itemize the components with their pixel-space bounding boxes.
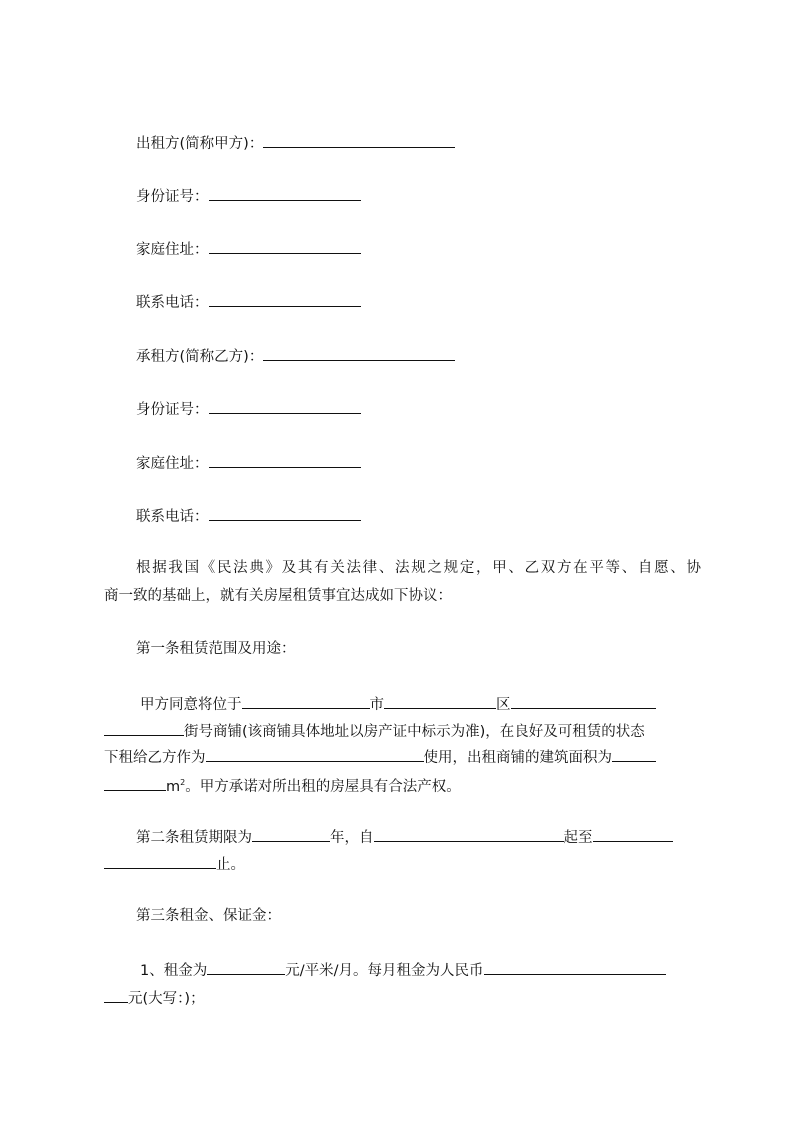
lessee-phone-row	[136, 505, 361, 527]
article1-text-street: 街号商铺(该商铺具体地址以房产证中标示为准)，在良好及可租赁的状态	[184, 724, 645, 740]
lessor-name-row	[136, 132, 455, 154]
article3-item1-line-2	[104, 987, 205, 1009]
article2-blank-years[interactable]	[252, 826, 330, 842]
lessee-address-label: 家庭住址：	[136, 456, 209, 472]
lessee-address-row	[136, 452, 361, 474]
article2-line-1	[136, 826, 673, 848]
article2-text-4: 止。	[216, 857, 245, 873]
article1-text-unit: m	[166, 778, 181, 795]
lessee-id-blank[interactable]	[209, 398, 361, 414]
lessee-name-blank[interactable]	[263, 345, 455, 361]
article1-blank-location[interactable]	[242, 693, 370, 709]
preamble-line-1	[136, 558, 701, 578]
lessor-name-blank[interactable]	[263, 132, 455, 148]
lessee-address-blank[interactable]	[209, 452, 361, 468]
lessee-name-row	[136, 345, 455, 367]
preamble-text-1: 根据我国《民法典》及其有关法律、法规之规定，甲、乙双方在平等、自愿、协	[136, 560, 701, 576]
article2-blank-start[interactable]	[374, 826, 564, 842]
article2-text-1: 第二条租赁期限为	[136, 830, 252, 846]
article3-item1-text-2: 元/平米/月。每月租金为人民币	[285, 963, 484, 979]
lessor-title: 出租方(简称甲方)：	[136, 136, 264, 152]
lessee-phone-label: 联系电话：	[136, 509, 209, 525]
article1-blank-purpose[interactable]	[206, 746, 424, 762]
lessor-phone-blank[interactable]	[209, 291, 361, 307]
article1-line-3	[104, 746, 656, 768]
article3-blank-amount-2[interactable]	[104, 987, 128, 1003]
lessor-address-label: 家庭住址：	[136, 242, 209, 258]
article1-text-purpose: 下租给乙方作为	[104, 750, 206, 766]
lessor-id-row	[136, 185, 361, 207]
lessee-title: 承租方(简称乙方)：	[136, 349, 264, 365]
lessor-id-blank[interactable]	[209, 185, 361, 201]
lessor-phone-row	[136, 291, 361, 313]
lessor-address-blank[interactable]	[209, 238, 361, 254]
lessor-phone-label: 联系电话：	[136, 295, 209, 311]
article3-item1-line-1	[140, 959, 666, 981]
article2-text-2: 年，自	[330, 830, 374, 846]
preamble-line-2	[104, 586, 452, 606]
article1-blank-area-2[interactable]	[104, 775, 166, 791]
article3-heading	[136, 906, 281, 926]
article2-blank-end-1[interactable]	[593, 826, 673, 842]
article3-heading-text: 第三条租金、保证金：	[136, 908, 281, 924]
article1-blank-area-1[interactable]	[612, 746, 656, 762]
article2-line-2	[104, 853, 245, 875]
article1-text-1: 甲方同意将位于	[140, 697, 242, 713]
article1-text-district: 区	[496, 697, 511, 713]
article2-blank-end-2[interactable]	[104, 853, 216, 869]
article1-blank-city[interactable]	[384, 693, 496, 709]
lessee-id-label: 身份证号：	[136, 402, 209, 418]
article2-text-3: 起至	[563, 830, 593, 846]
article1-text-city: 市	[369, 697, 384, 713]
article1-heading	[136, 639, 296, 659]
article1-line-1	[140, 693, 656, 715]
article1-heading-text: 第一条租赁范围及用途：	[136, 641, 296, 657]
lessor-address-row	[136, 238, 361, 260]
lessee-phone-blank[interactable]	[209, 505, 361, 521]
article1-text-ownership: 。甲方承诺对所出租的房屋具有合法产权。	[185, 778, 461, 795]
article1-line-4	[104, 773, 461, 797]
article1-blank-street[interactable]	[104, 720, 184, 736]
article3-item1-text-1: 1、租金为	[140, 963, 208, 979]
article1-blank-district[interactable]	[511, 693, 656, 709]
article1-line-2	[104, 720, 645, 742]
article3-item1-text-3: 元(大写：)；	[128, 991, 205, 1007]
article1-unit-superscript: 2	[180, 778, 186, 787]
lessee-id-row	[136, 398, 361, 420]
article1-text-area: 使用，出租商铺的建筑面积为	[423, 750, 612, 766]
article3-blank-rate[interactable]	[207, 959, 285, 975]
preamble-text-2: 商一致的基础上，就有关房屋租赁事宜达成如下协议：	[104, 588, 452, 604]
article3-blank-amount-1[interactable]	[484, 959, 666, 975]
lessor-id-label: 身份证号：	[136, 189, 209, 205]
